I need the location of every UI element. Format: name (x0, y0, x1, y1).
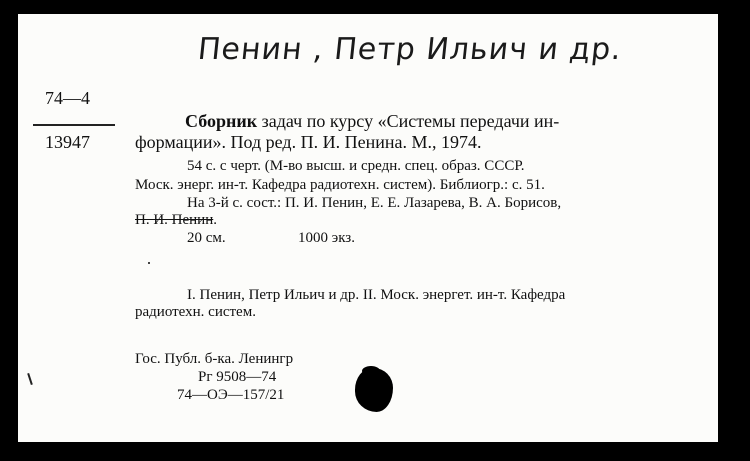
call-number-divider (33, 124, 115, 126)
description-line-4 (135, 212, 217, 229)
ink-dot (148, 262, 150, 264)
tracing-line-2: радиотехн. систем. (135, 304, 256, 320)
size-text: 20 см. (187, 230, 226, 246)
ink-stain-top (362, 366, 380, 376)
description-period: . (213, 212, 217, 228)
handwritten-author-heading: Пенин , Петр Ильич и др. (196, 32, 624, 67)
title-text: задач по курсу «Системы передачи ин- (257, 111, 560, 131)
call-number-bottom: 13947 (45, 132, 90, 152)
card-edge (718, 0, 750, 461)
footer-number: Рг 9508—74 (198, 369, 277, 385)
description-line-3: На 3-й с. сост.: П. И. Пенин, Е. Е. Лазарева, В. А. Борисов, (187, 195, 562, 211)
title-line-1 (185, 111, 559, 132)
call-number-top: 74—4 (45, 88, 90, 108)
copies-text: 1000 экз. (298, 230, 355, 246)
title-bold-word: Сборник (185, 111, 258, 131)
title-line-2: формации». Под ред. П. И. Пенина. М., 1974. (135, 132, 482, 152)
tracing-line-1: I. Пенин, Петр Ильич и др. II. Моск. энергет. ин-т. Кафедра (187, 287, 566, 303)
footer-library: Гос. Публ. б-ка. Ленингр (135, 351, 294, 367)
struck-name: П. И. Пенин (135, 212, 214, 228)
description-line-1: 54 с. с черт. (М-во высш. и средн. спец. образ. СССР. (187, 158, 525, 174)
description-line-2: Моск. энерг. ин-т. Кафедра радиотехн. систем). Библиогр.: с. 51. (135, 177, 545, 193)
footer-code: 74—ОЭ—157/21 (177, 387, 285, 403)
